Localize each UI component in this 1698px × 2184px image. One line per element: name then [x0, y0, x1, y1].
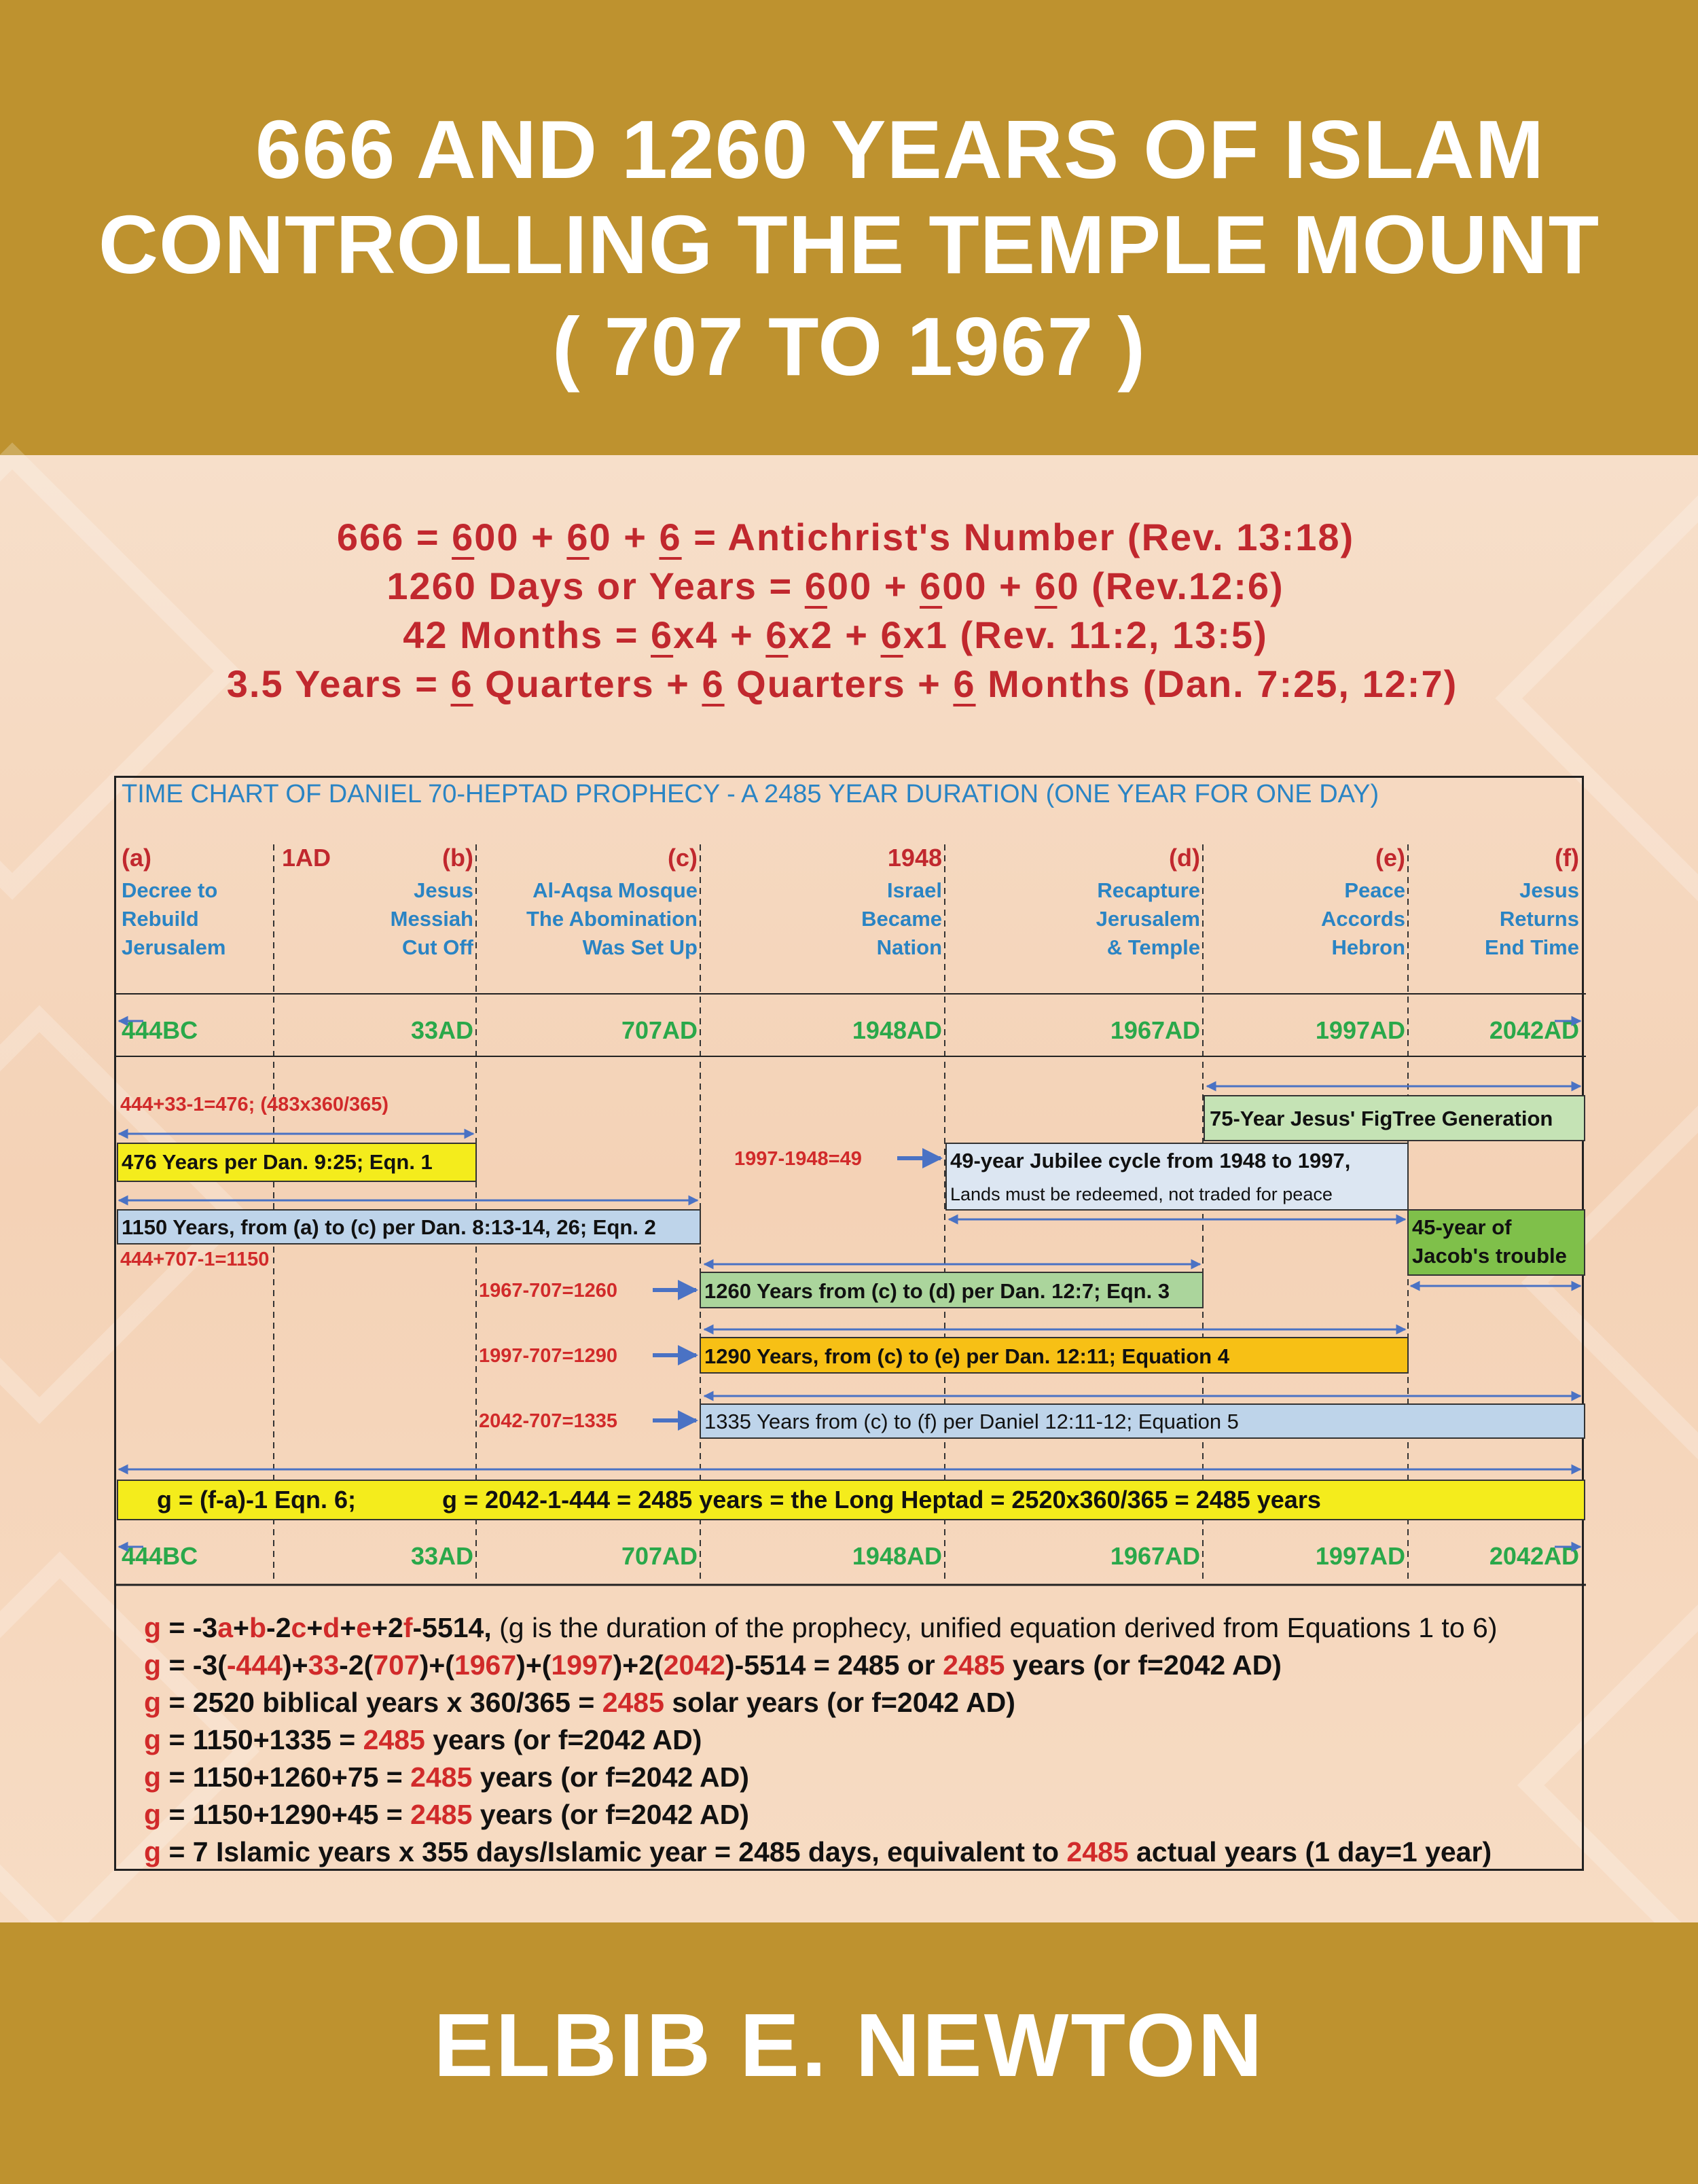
event-b-line-1: Jesus	[414, 878, 473, 902]
equation-5: g = 1150+1260+75 = 2485 years (or f=2042 AD)	[144, 1761, 749, 1793]
year-label: 1997AD	[1315, 1542, 1405, 1570]
equation-6: g = 1150+1290+45 = 2485 years (or f=2042 AD)	[144, 1799, 749, 1830]
bar-1290-label: 1290 Years, from (c) to (e) per Dan. 12:11; Equation 4	[704, 1344, 1229, 1368]
event-tag-1948: 1948	[887, 844, 942, 872]
equation-3: g = 2520 biblical years x 360/365 = 2485 solar years (or f=2042 AD)	[144, 1687, 1015, 1718]
year-label: 33AD	[410, 1016, 473, 1044]
event-e-line-1: Peace	[1344, 878, 1405, 902]
formula-line-3: 42 Months = 6x4 + 6x2 + 6x1 (Rev. 11:2, 13:5)	[403, 613, 1268, 656]
bar-75-label: 75-Year Jesus' FigTree Generation	[1210, 1107, 1553, 1130]
year-label: 33AD	[410, 1542, 473, 1570]
bar-1260-label: 1260 Years from (c) to (d) per Dan. 12:7; Eqn. 3	[704, 1279, 1170, 1303]
bar-49-label-2: Lands must be redeemed, not traded for peace	[950, 1184, 1333, 1204]
event-d-line-3: & Temple	[1106, 935, 1200, 959]
event-b-line-2: Messiah	[390, 907, 473, 931]
formula-line-2: 1260 Days or Years = 600 + 600 + 60 (Rev.12:6)	[386, 565, 1284, 607]
calc-49-label: 1997-1948=49	[734, 1148, 862, 1170]
year-label: 2042AD	[1489, 1542, 1579, 1570]
event-d-line-2: Jerusalem	[1096, 907, 1200, 931]
calc-1150-label: 444+707-1=1150	[120, 1249, 270, 1270]
event-tag-d: (d)	[1169, 844, 1200, 872]
event-a-line-3: Jerusalem	[122, 935, 226, 959]
event-c-line-2: The Abomination	[526, 907, 698, 931]
year-label: 1967AD	[1110, 1016, 1200, 1044]
equation-2: g = -3(-444)+33-2(707)+(1967)+(1997)+2(2042)-5514 = 2485 or 2485 years (or f=2042 AD)	[144, 1649, 1282, 1681]
bar-45-label-2: Jacob's trouble	[1412, 1244, 1567, 1268]
event-f-line-1: Jesus	[1519, 878, 1579, 902]
year-label: 444BC	[122, 1542, 198, 1570]
title-band	[0, 0, 1698, 455]
equation-7: g = 7 Islamic years x 355 days/Islamic year = 2485 days, equivalent to 2485 actual years (1 day=1 year)	[144, 1836, 1492, 1867]
bar-1150-label: 1150 Years, from (a) to (c) per Dan. 8:13-14, 26; Eqn. 2	[122, 1215, 656, 1239]
bar-g-label-1: g = (f-a)-1 Eqn. 6;	[157, 1486, 357, 1514]
event-1948-line-2: Became	[861, 907, 942, 931]
chart-title: TIME CHART OF DANIEL 70-HEPTAD PROPHECY - A 2485 YEAR DURATION (ONE YEAR FOR ONE DAY)	[122, 780, 1379, 808]
year-label: 2042AD	[1489, 1016, 1579, 1044]
book-title-line-2: CONTROLLING THE TEMPLE MOUNT	[98, 198, 1600, 291]
event-f-line-2: Returns	[1499, 907, 1579, 931]
bar-45-label-1: 45-year of	[1412, 1215, 1512, 1239]
bar-476-label: 476 Years per Dan. 9:25; Eqn. 1	[122, 1150, 433, 1174]
year-label: 707AD	[621, 1542, 698, 1570]
event-a-line-2: Rebuild	[122, 907, 199, 931]
formula-line-4: 3.5 Years = 6 Quarters + 6 Quarters + 6 Months (Dan. 7:25, 12:7)	[226, 662, 1458, 705]
event-b-line-3: Cut Off	[401, 935, 473, 959]
equation-1: g = -3a+b-2c+d+e+2f-5514, (g is the duration of the prophecy, unified equation derived from Equations 1 to 6)	[144, 1612, 1498, 1643]
event-e-line-3: Hebron	[1331, 935, 1405, 959]
year-label: 1997AD	[1315, 1016, 1405, 1044]
calc-476-label: 444+33-1=476; (483x360/365)	[120, 1094, 389, 1115]
bar-g-label-2: g = 2042-1-444 = 2485 years = the Long Heptad = 2520x360/365 = 2485 years	[442, 1486, 1321, 1514]
calc-1260-label: 1967-707=1260	[479, 1280, 618, 1302]
event-e-line-2: Accords	[1320, 907, 1405, 931]
event-tag-a: (a)	[122, 844, 151, 872]
year-label: 1967AD	[1110, 1542, 1200, 1570]
calc-1290-label: 1997-707=1290	[479, 1345, 618, 1367]
calc-1335-label: 2042-707=1335	[479, 1410, 618, 1432]
formula-line-1: 666 = 600 + 60 + 6 = Antichrist's Number (Rev. 13:18)	[336, 516, 1355, 558]
event-tag-e: (e)	[1375, 844, 1405, 872]
event-tag-1ad: 1AD	[282, 844, 331, 872]
book-title-line-3: ( 707 TO 1967 )	[552, 300, 1146, 393]
year-label: 1948AD	[852, 1542, 942, 1570]
author-name: ELBIB E. NEWTON	[433, 1995, 1265, 2095]
event-1948-line-3: Nation	[876, 935, 942, 959]
bar-49-label-1: 49-year Jubilee cycle from 1948 to 1997,	[950, 1149, 1351, 1172]
bar-1335-label: 1335 Years from (c) to (f) per Daniel 12:11-12; Equation 5	[704, 1410, 1239, 1433]
year-label: 444BC	[122, 1016, 198, 1044]
event-tag-b: (b)	[442, 844, 473, 872]
event-d-line-1: Recapture	[1097, 878, 1200, 902]
equation-4: g = 1150+1335 = 2485 years (or f=2042 AD)	[144, 1724, 702, 1755]
event-f-line-3: End Time	[1485, 935, 1579, 959]
event-tag-c: (c)	[668, 844, 698, 872]
event-a-line-1: Decree to	[122, 878, 218, 902]
year-label: 707AD	[621, 1016, 698, 1044]
event-c-line-3: Was Set Up	[582, 935, 698, 959]
event-tag-f: (f)	[1555, 844, 1579, 872]
event-1948-line-1: Israel	[886, 878, 942, 902]
year-label: 1948AD	[852, 1016, 942, 1044]
book-title-line-1: 666 AND 1260 YEARS OF ISLAM	[255, 103, 1545, 196]
event-c-line-1: Al-Aqsa Mosque	[532, 878, 698, 902]
